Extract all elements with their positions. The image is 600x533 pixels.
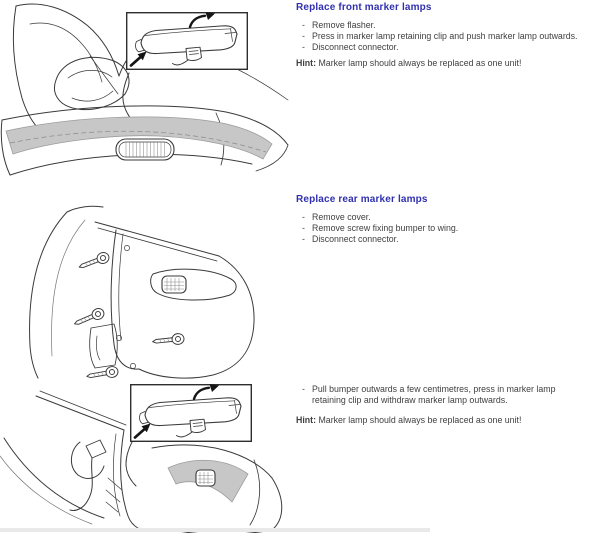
dash-bullet: -	[302, 223, 305, 233]
headlamp-recess	[54, 57, 129, 109]
rear-marker-lamp-removal-illustration	[0, 378, 300, 533]
instruction-text: Remove flasher.	[312, 20, 376, 30]
wire	[70, 458, 92, 511]
instruction-text: Disconnect connector.	[312, 42, 399, 52]
dash-bullet: -	[302, 31, 305, 41]
hint-text: Marker lamp should always be replaced as one unit!	[318, 415, 522, 425]
section-rear-marker-lamps	[296, 194, 600, 245]
figure-bottom-edge	[0, 528, 430, 532]
marker-lamp-inset	[127, 12, 248, 69]
instruction-text: Disconnect connector.	[312, 234, 399, 244]
instruction-text: Pull bumper outwards a few centimetres, press in marker lamp retaining clip and withdraw marker lamp outwards.	[312, 384, 556, 405]
instruction-list	[296, 212, 600, 245]
instruction-text: Press in marker lamp retaining clip and push marker lamp outwards.	[312, 31, 578, 41]
front-marker-lamp	[116, 139, 174, 160]
section-heading: Replace front marker lamps	[296, 2, 432, 13]
dash-bullet: -	[302, 20, 305, 30]
list-item	[296, 212, 600, 223]
rear-marker-lamp	[196, 470, 215, 486]
hint-label: Hint:	[296, 415, 317, 425]
instruction-list	[296, 384, 576, 406]
hint-text: Marker lamp should always be replaced as one unit!	[318, 58, 522, 68]
marker-lamp-inset	[131, 384, 252, 441]
instruction-text: Remove cover.	[312, 212, 371, 222]
leader-line	[126, 442, 136, 486]
dash-bullet: -	[302, 212, 305, 222]
list-item	[296, 31, 600, 42]
instruction-text: Remove screw fixing bumper to wing.	[312, 223, 459, 233]
harness-loop	[71, 442, 104, 478]
rear-marker-lamp	[162, 276, 186, 293]
front-marker-lamp-illustration	[0, 0, 290, 185]
rear-quarter-drawing	[30, 206, 255, 378]
screw-icon	[152, 333, 184, 347]
screw-icon	[77, 251, 110, 272]
list-item	[296, 20, 600, 31]
rear-bumper-screws-illustration	[15, 198, 265, 380]
list-item	[296, 42, 600, 53]
list-item	[296, 234, 600, 245]
section-front-marker-lamps	[296, 2, 600, 69]
dash-bullet: -	[302, 234, 305, 244]
section-heading: Replace rear marker lamps	[296, 194, 428, 205]
dash-bullet: -	[302, 42, 305, 52]
section-rear-removal	[296, 384, 576, 426]
hint-note	[296, 58, 600, 69]
bolt-hole	[124, 245, 129, 250]
leader-line	[123, 73, 131, 119]
dash-bullet: -	[302, 384, 305, 394]
rear-bumper-corner	[139, 256, 254, 378]
screw-icon	[72, 307, 105, 329]
list-item	[296, 384, 576, 406]
bumper-bracket	[90, 324, 118, 368]
hint-label: Hint:	[296, 58, 317, 68]
bolt-hole	[130, 363, 135, 368]
wheel-arch	[30, 212, 67, 378]
hint-note	[296, 415, 576, 426]
harness-connector	[86, 440, 106, 458]
instruction-list	[296, 20, 600, 53]
list-item	[296, 223, 600, 234]
